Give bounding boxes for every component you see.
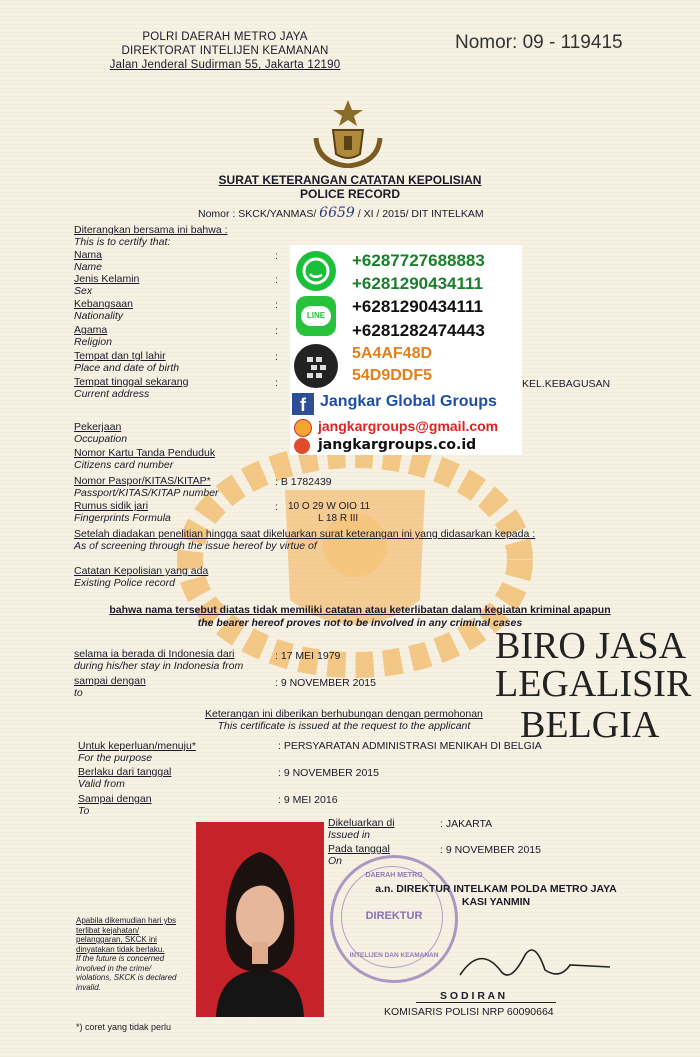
field-value: : xyxy=(275,274,278,286)
overlay-line1: BIRO JASA xyxy=(495,625,687,667)
title-sub: POLICE RECORD xyxy=(299,187,400,201)
whatsapp-icon xyxy=(296,251,336,291)
intro-id: Diterangkan bersama ini bahwa : xyxy=(74,224,228,236)
issued-id: Dikeluarkan di xyxy=(328,817,395,829)
ad-pin2: 54D9DDF5 xyxy=(352,367,433,384)
address-tail: KEL.KEBAGUSAN xyxy=(522,378,611,390)
applicant-photo xyxy=(196,822,324,1017)
line-app-label: LINE xyxy=(301,306,331,326)
purpose-label xyxy=(78,793,152,817)
field-en: Nationality xyxy=(74,310,124,322)
ad-email: jangkargroups@gmail.com xyxy=(318,418,499,434)
stamp-top: DAERAH METRO xyxy=(365,872,423,879)
overlay-line3: BELGIA xyxy=(520,704,660,746)
issued-value: : JAKARTA xyxy=(440,818,493,830)
field-id: Jenis Kelamin xyxy=(74,273,140,285)
applicant-portrait-icon xyxy=(196,822,324,1017)
record-en: Existing Police record xyxy=(74,577,175,589)
purpose-en: For the purpose xyxy=(78,752,153,764)
field-en: Occupation xyxy=(74,433,128,445)
overlay-line2: LEGALISIR xyxy=(495,663,692,705)
header-address: Jalan Jenderal Sudirman 55, Jakarta 12190 xyxy=(109,59,341,71)
ad-phone4: +6281282474443 xyxy=(352,321,485,340)
signature-title xyxy=(326,883,666,909)
purpose-note-en: This certificate is issued at the request to the applicant xyxy=(217,720,471,732)
field-en: Current address xyxy=(74,388,150,400)
field-id: Nama xyxy=(74,249,103,261)
signature-line1: a.n. DIREKTUR INTELKAM POLDA METRO JAYA xyxy=(375,883,617,895)
field-id: Tempat tinggal sekarang xyxy=(74,376,189,388)
field-id: Kebangsaan xyxy=(74,298,133,310)
title-main: SURAT KETERANGAN CATATAN KEPOLISIAN xyxy=(218,173,482,187)
field-label xyxy=(74,350,179,374)
header-line2: DIREKTORAT INTELIJEN KEAMANAN xyxy=(121,45,329,57)
field-value: : xyxy=(275,250,278,262)
purpose-value: : 9 MEI 2016 xyxy=(278,794,338,806)
stamp-bottom: INTELIJEN DAN KEAMANAN xyxy=(349,952,439,959)
screening-label xyxy=(74,528,535,552)
field-en: Place and date of birth xyxy=(74,362,180,374)
record-id: Catatan Kepolisian yang ada xyxy=(74,565,209,577)
field-en: Passport/KITAS/KITAP number xyxy=(74,487,219,499)
disclaimer-en: If the future is concerned involved in the crime/ violations, SKCK is declared invalid. xyxy=(76,954,177,992)
purpose-id: Untuk keperluan/menuju* xyxy=(78,740,196,752)
purpose-value: : PERSYARATAN ADMINISTRASI MENIKAH DI BELGIA xyxy=(278,740,542,752)
field-label xyxy=(74,500,171,524)
field-id: Pekerjaan xyxy=(74,421,122,433)
signature-line2: KASI YANMIN xyxy=(461,896,531,908)
issued-label xyxy=(328,817,395,841)
ad-phone3: +6281290434111 xyxy=(352,297,483,316)
stay-label xyxy=(74,675,146,699)
purpose-id: Sampai dengan xyxy=(78,793,152,805)
header-line1: POLRI DAERAH METRO JAYA xyxy=(142,31,308,43)
signature-name: S O D I R A N xyxy=(440,990,506,1002)
field-value: : xyxy=(275,299,278,311)
screening-id: Setelah diadakan penelitian hingga saat dikeluarkan surat keterangan ini yang didasarkan kepada : xyxy=(74,528,536,540)
stay-id: selama ia berada di Indonesia dari xyxy=(74,648,235,660)
field-label xyxy=(74,324,112,348)
watermark-emblem-icon xyxy=(175,430,535,680)
field-value: : B 1782439 xyxy=(275,476,332,488)
screening-en: As of screening through the issue hereof by virtue of xyxy=(74,540,317,552)
field-value: : xyxy=(275,325,278,337)
field-en: Name xyxy=(74,261,103,273)
field-label xyxy=(74,421,127,445)
field-id: Nomor Kartu Tanda Penduduk xyxy=(74,447,216,459)
header-nomor: Nomor: 09 - 119415 xyxy=(455,32,623,53)
purpose-note-id: Keterangan ini diberikan berhubungan dengan permohonan xyxy=(205,708,483,720)
disclaimer-id: Apabila dikemudian hari ybs terlibat kejahatan/ pelanggaran, SKCK ini dinyatakan tidak berlaku. xyxy=(76,916,177,954)
purpose-en: Valid from xyxy=(78,778,125,790)
field-label xyxy=(74,249,102,273)
footnote: *) coret yang tidak perlu xyxy=(76,1022,172,1032)
purpose-value: : 9 NOVEMBER 2015 xyxy=(278,767,379,779)
issued-value: : 9 NOVEMBER 2015 xyxy=(440,844,541,856)
stay-id: sampai dengan xyxy=(74,675,146,687)
purpose-note xyxy=(205,708,483,732)
title-nomor xyxy=(198,205,484,221)
field-id: Tempat dan tgl lahir xyxy=(74,350,166,362)
contact-ad-panel xyxy=(290,245,522,455)
issued-en: On xyxy=(328,855,343,867)
fingerprint-row2: L 18 R III xyxy=(318,513,359,524)
intro-en: This is to certify that: xyxy=(74,236,171,248)
title-nomor-handwritten: 6659 xyxy=(319,205,355,221)
field-label xyxy=(74,475,219,499)
official-stamp xyxy=(330,855,458,983)
ad-pin1: 5A4AF48D xyxy=(352,345,433,362)
statement-id: bahwa nama tersebut diatas tidak memiliki catatan atau keterlibatan dalam kegiatan kriminal apapun xyxy=(109,604,611,616)
statement-en: the bearer hereof proves not to be involved in any criminal cases xyxy=(197,617,523,629)
signature-rank: KOMISARIS POLISI NRP 60090664 xyxy=(384,1006,554,1018)
purpose-id: Berlaku dari tanggal xyxy=(78,766,172,778)
stay-label xyxy=(74,648,243,672)
field-en: Sex xyxy=(74,285,93,297)
title-nomor-prefix: Nomor : SKCK/YANMAS/ xyxy=(198,208,317,220)
field-label xyxy=(74,298,133,322)
stay-en: to xyxy=(74,687,83,699)
field-value: : xyxy=(275,351,278,363)
field-en: Religion xyxy=(74,336,112,348)
stay-value: : 9 NOVEMBER 2015 xyxy=(275,677,376,689)
field-en: Citizens card number xyxy=(74,459,174,471)
facebook-icon: f xyxy=(292,393,314,415)
disclaimer xyxy=(76,916,188,992)
field-label xyxy=(74,273,139,297)
header-block xyxy=(100,30,350,72)
stay-en: during his/her stay in Indonesia from xyxy=(74,660,244,672)
field-id: Rumus sidik jari xyxy=(74,500,149,512)
purpose-en: To xyxy=(78,805,90,817)
record-label xyxy=(74,565,208,589)
signature-rule xyxy=(416,1002,556,1003)
globe-icon xyxy=(294,438,310,454)
handwritten-signature-icon xyxy=(450,935,630,990)
intro-label xyxy=(74,224,228,248)
field-value: : xyxy=(275,501,278,513)
field-label xyxy=(74,376,188,400)
title-nomor-suffix: / XI / 2015/ DIT INTELKAM xyxy=(357,208,484,220)
purpose-label xyxy=(78,766,171,790)
ad-website: jangkargroups.co.id xyxy=(318,437,477,453)
blackberry-messenger-icon xyxy=(294,344,338,388)
field-label xyxy=(74,447,215,471)
police-emblem-icon xyxy=(308,98,388,168)
stay-value: : 17 MEI 1979 xyxy=(275,650,341,662)
ad-phone1: +6287727688883 xyxy=(352,251,485,270)
stamp-center: DIREKTUR xyxy=(365,910,423,922)
purpose-label xyxy=(78,740,196,764)
ad-phone2: +6281290434111 xyxy=(352,274,483,293)
field-en: Fingerprints Formula xyxy=(74,512,171,524)
ad-facebook: Jangkar Global Groups xyxy=(320,393,497,410)
field-id: Nomor Paspor/KITAS/KITAP* xyxy=(74,475,211,487)
field-value: : xyxy=(275,377,278,389)
title-block xyxy=(150,173,550,201)
issued-en: Issued in xyxy=(328,829,371,841)
field-id: Agama xyxy=(74,324,108,336)
issued-id: Pada tanggal xyxy=(328,843,390,855)
email-icon xyxy=(294,419,312,437)
line-app-icon xyxy=(296,296,336,336)
fingerprint-row1: 10 O 29 W OIO 11 xyxy=(288,501,371,512)
